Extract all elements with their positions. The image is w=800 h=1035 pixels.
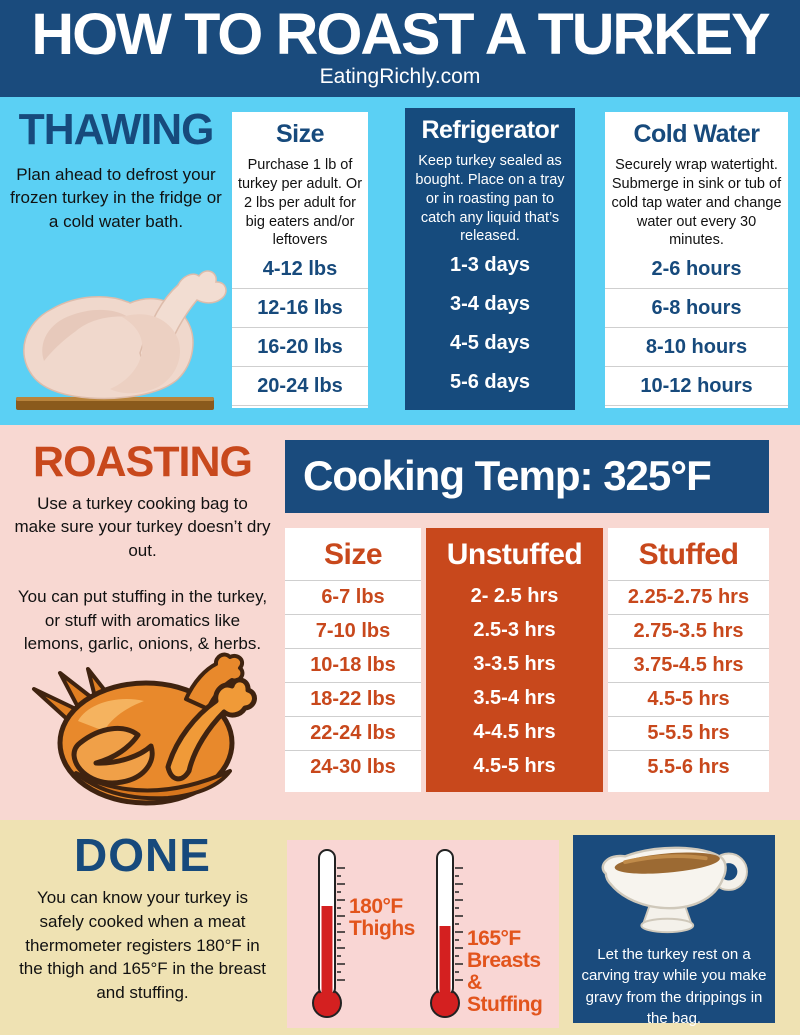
refrigerator-column: [405, 108, 575, 410]
table-cell: 18-22 lbs: [285, 682, 421, 716]
done-text: You can know your turkey is safely cooked when a meat thermometer registers 180°F in the thigh and 165°F in the breast and stuffing.: [19, 888, 266, 1003]
table-row: 3-4 days: [449, 293, 531, 315]
thermometer-bulb-fill: [315, 991, 339, 1015]
raw-turkey-illustration: [2, 257, 230, 422]
cooking-temp-banner: Cooking Temp: 325°F: [285, 440, 769, 513]
table-cell: 4.5-5 hrs: [608, 682, 769, 716]
thermometer-label: [349, 896, 427, 940]
table-cell: 6-7 lbs: [285, 580, 421, 614]
thermometer-ticks: [337, 868, 345, 980]
table-row: 1-3 days: [449, 254, 531, 276]
site-name: EatingRichly.com: [319, 65, 481, 88]
roasted-turkey-illustration: [18, 651, 268, 816]
table-cell: 5-5.5 hrs: [608, 716, 769, 750]
roast-unstuffed-column: [426, 528, 603, 792]
table-cell: 3.75-4.5 hrs: [608, 648, 769, 682]
done-intro-block: [0, 820, 285, 1005]
boat-base: [641, 919, 693, 932]
column-header: Size: [323, 538, 383, 571]
table-row: 4-5 days: [449, 332, 531, 354]
roasting-table: [285, 528, 769, 796]
gravy-note: Let the turkey rest on a carving tray while you make gravy from the drippings in the bag.: [581, 946, 767, 1027]
cold-water-column-rows: [605, 250, 788, 406]
gravy-boat-icon: [590, 841, 758, 937]
column-header: Unstuffed: [446, 538, 583, 571]
thermometer-mercury: [322, 906, 333, 998]
thermometer-ticks: [455, 868, 463, 980]
table-cell: 3-3.5 hrs: [473, 653, 556, 675]
thermometer-label: [467, 928, 559, 1016]
size-column-rows: [232, 250, 368, 406]
roasting-paragraph-2: You can put stuffing in the turkey, or stuff with aromatics like lemons, garlic, onions, & herbs.: [17, 587, 268, 654]
temp-value: 180°F: [349, 895, 403, 918]
table-cell: 2.5-3 hrs: [473, 619, 556, 641]
table-row: 10-12 hours: [605, 367, 788, 406]
refrigerator-column-heading: Refrigerator: [421, 116, 559, 144]
roast-size-column: [285, 528, 421, 792]
table-row: 5-6 days: [449, 371, 531, 393]
roast-stuffed-column: [608, 528, 769, 792]
temp-target: Thighs: [349, 917, 415, 941]
cold-water-column-heading: Cold Water: [633, 120, 760, 148]
table-row: 12-16 lbs: [232, 289, 368, 328]
done-section: [0, 820, 800, 1035]
thermometer-icon-breasts: [429, 848, 467, 1020]
column-header: Stuffed: [638, 538, 739, 571]
table-row: 8-10 hours: [605, 328, 788, 367]
table-cell: 2- 2.5 hrs: [470, 585, 559, 607]
table-cell: 10-18 lbs: [285, 648, 421, 682]
table-row: 4-12 lbs: [232, 250, 368, 289]
size-column: [232, 112, 368, 408]
table-cell: 4.5-5 hrs: [473, 755, 556, 777]
table-cell: 22-24 lbs: [285, 716, 421, 750]
table-cell: 4-4.5 hrs: [473, 721, 556, 743]
roasting-section: [0, 425, 800, 820]
roasting-heading: ROASTING: [33, 438, 252, 486]
refrigerator-column-rows: [405, 246, 575, 402]
thawing-heading: THAWING: [18, 105, 214, 154]
temp-value: 165°F: [467, 927, 521, 950]
refrigerator-column-description: Keep turkey sealed as bought. Place on a tray or in roasting pan to catch any liquid that’s released.: [415, 153, 565, 245]
thermometer-panel: [287, 840, 559, 1028]
size-column-heading: Size: [275, 120, 325, 148]
table-row: 20-24 lbs: [232, 367, 368, 406]
gravy-panel: [573, 835, 775, 1027]
table-cell: 2.25-2.75 hrs: [608, 580, 769, 614]
table-cell: 3.5-4 hrs: [473, 687, 556, 709]
roasting-paragraph-1: Use a turkey cooking bag to make sure your turkey doesn’t dry out.: [14, 494, 271, 560]
temp-target: Breasts & Stuffing: [467, 949, 543, 1017]
cold-water-column: [605, 112, 788, 408]
thermometer-mercury: [440, 926, 451, 998]
table-cell: 7-10 lbs: [285, 614, 421, 648]
thawing-section: [0, 97, 800, 425]
thawing-intro-block: [0, 97, 232, 425]
thermometer-bulb-fill: [433, 991, 457, 1015]
thawing-intro-text: Plan ahead to defrost your frozen turkey in the fridge or a cold water bath.: [10, 165, 222, 231]
table-cell: 2.75-3.5 hrs: [608, 614, 769, 648]
roasting-intro-block: [0, 425, 285, 820]
page-title: HOW TO ROAST A TURKEY: [31, 2, 769, 67]
table-row: 16-20 lbs: [232, 328, 368, 367]
done-heading: DONE: [74, 829, 211, 881]
table-cell: 24-30 lbs: [285, 750, 421, 784]
table-row: 2-6 hours: [605, 250, 788, 289]
table-row: 6-8 hours: [605, 289, 788, 328]
size-column-description: Purchase 1 lb of turkey per adult. Or 2 lbs per adult for big eaters and/or leftovers: [237, 157, 363, 249]
table-cell: 5.5-6 hrs: [608, 750, 769, 784]
header: [0, 0, 800, 97]
cold-water-column-description: Securely wrap watertight. Submerge in sink or tub of cold tap water and change water out every 30 minutes.: [611, 157, 782, 249]
thermometer-icon-thighs: [311, 848, 349, 1020]
